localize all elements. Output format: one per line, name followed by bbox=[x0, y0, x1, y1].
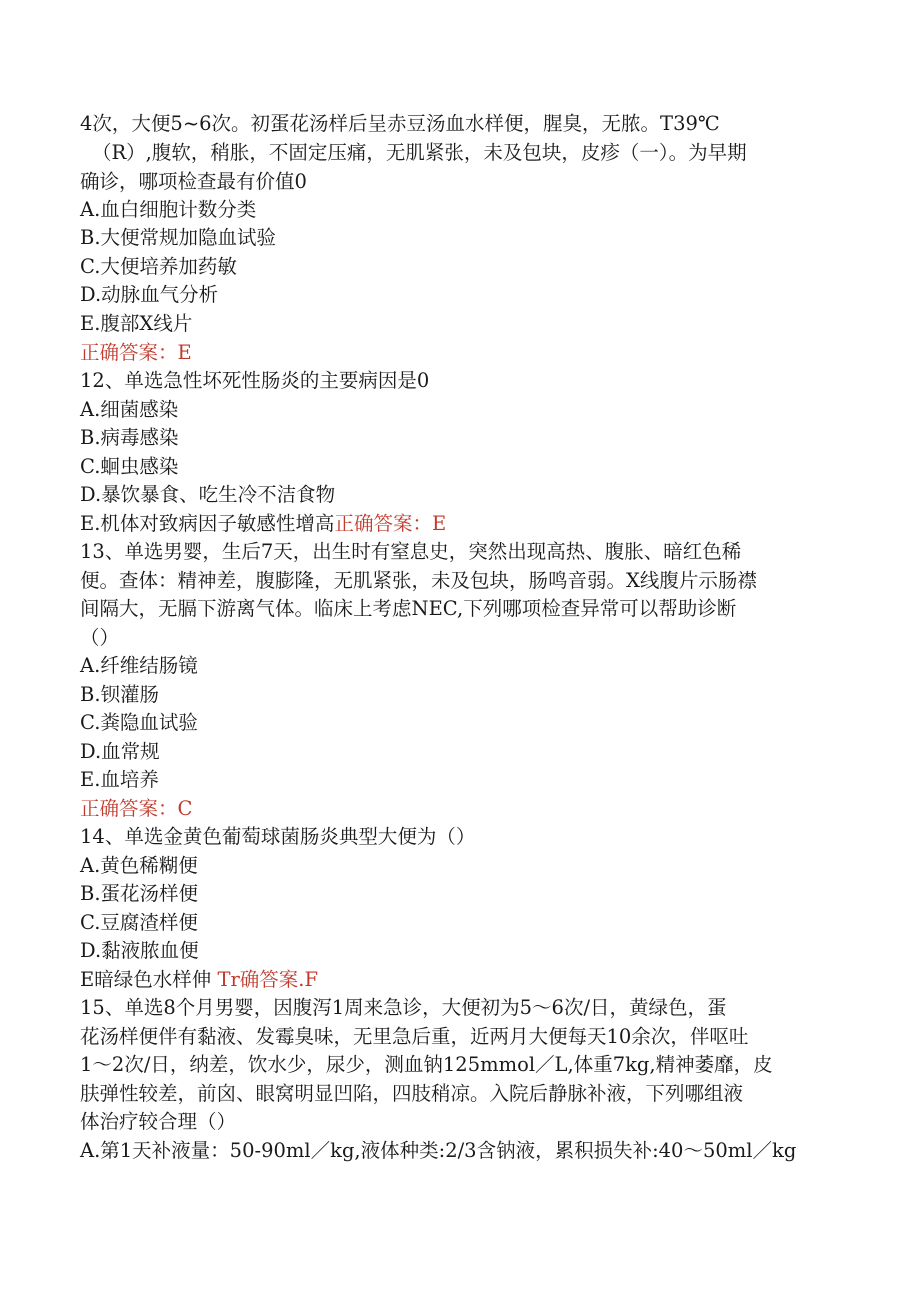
q15-stem-line-3: 1～2次/日，纳差，饮水少，尿少，测血钠125mmol／L,体重7kg,精神萎靡，皮 bbox=[80, 1053, 773, 1076]
q13-stem-line-1: 13、单选男婴，生后7天，出生时有窒息史，突然出现高热、腹胀、暗红色稀 bbox=[80, 540, 742, 563]
q12-option-c: C.蛔虫感染 bbox=[80, 455, 179, 478]
q11-stem-line-3: 确诊，哪项检查最有价值0 bbox=[80, 170, 307, 193]
q15-stem-line-2: 花汤样便伴有黏液、发霉臭味，无里急后重，近两月大便每天10余次，伴呕吐 bbox=[80, 1025, 749, 1048]
q15-stem-line-5: 体治疗较合理（） bbox=[80, 1110, 237, 1133]
q13-option-b: B.钡灌肠 bbox=[80, 683, 160, 706]
q11-option-d: D.动脉血气分析 bbox=[80, 283, 219, 306]
q14-answer: Tr确答案.F bbox=[217, 968, 319, 991]
q11-option-e: E.腹部X线片 bbox=[80, 312, 193, 335]
q12-option-a: A.细菌感染 bbox=[80, 398, 179, 421]
q13-stem-line-2: 便。查体：精神差，腹膨隆，无肌紧张，未及包块，肠鸣音弱。X线腹片示肠襟 bbox=[80, 569, 757, 592]
q15-option-a: A.第1天补液量：50-90ml／kg,液体种类:2/3含钠液，累积损失补:40～50ml／kg bbox=[80, 1139, 797, 1162]
q13-option-a: A.纤维结肠镜 bbox=[80, 654, 198, 677]
q14-stem: 14、单选金黄色葡萄球菌肠炎典型大便为（） bbox=[80, 825, 476, 848]
q13-option-e: E.血培养 bbox=[80, 768, 159, 791]
q11-stem-line-2: （R）,腹软，稍胀，不固定压痛，无肌紧张，未及包块，皮疹（一）。为早期 bbox=[92, 141, 747, 164]
q12-option-e-line bbox=[80, 510, 446, 538]
q13-answer: 正确答案：C bbox=[80, 797, 193, 820]
q11-option-c: C.大便培养加药敏 bbox=[80, 255, 237, 278]
q15-stem-line-4: 肤弹性较差，前囟、眼窝明显凹陷，四肢稍凉。入院后静脉补液，下列哪组液 bbox=[80, 1082, 744, 1105]
q14-option-d: D.黏液脓血便 bbox=[80, 939, 199, 962]
q11-option-b: B.大便常规加隐血试验 bbox=[80, 226, 277, 249]
q12-option-d: D.暴饮暴食、吃生冷不洁食物 bbox=[80, 483, 336, 506]
q14-option-e: E暗绿色水样伸 bbox=[80, 968, 212, 991]
q12-option-e: E.机体对致病因子敏感性增高 bbox=[80, 512, 335, 535]
q13-stem-line-3: 间隔大，无膈下游离气体。临床上考虑NEC,下列哪项检查异常可以帮助诊断 bbox=[80, 597, 737, 620]
q14-option-e-line bbox=[80, 966, 318, 994]
q11-option-a: A.血白细胞计数分类 bbox=[80, 198, 257, 221]
q13-stem-line-4: （） bbox=[80, 626, 120, 649]
q11-answer: 正确答案：E bbox=[80, 341, 192, 364]
q11-stem-line-1: 4次，大便5~6次。初蛋花汤样后呈赤豆汤血水样便，腥臭，无脓。T39℃ bbox=[80, 112, 720, 135]
q14-option-b: B.蛋花汤样便 bbox=[80, 882, 199, 905]
q13-option-d: D.血常规 bbox=[80, 740, 160, 763]
q12-stem: 12、单选急性坏死性肠炎的主要病因是0 bbox=[80, 369, 430, 392]
q15-stem-line-1: 15、单选8个月男婴，因腹泻1周来急诊，大便初为5～6次/日，黄绿色，蛋 bbox=[80, 996, 727, 1019]
q14-option-a: A.黄色稀糊便 bbox=[80, 854, 198, 877]
q14-option-c: C.豆腐渣样便 bbox=[80, 911, 198, 934]
q13-option-c: C.粪隐血试验 bbox=[80, 711, 198, 734]
q12-option-b: B.病毒感染 bbox=[80, 426, 179, 449]
q12-answer: 正确答案：E bbox=[334, 512, 447, 535]
